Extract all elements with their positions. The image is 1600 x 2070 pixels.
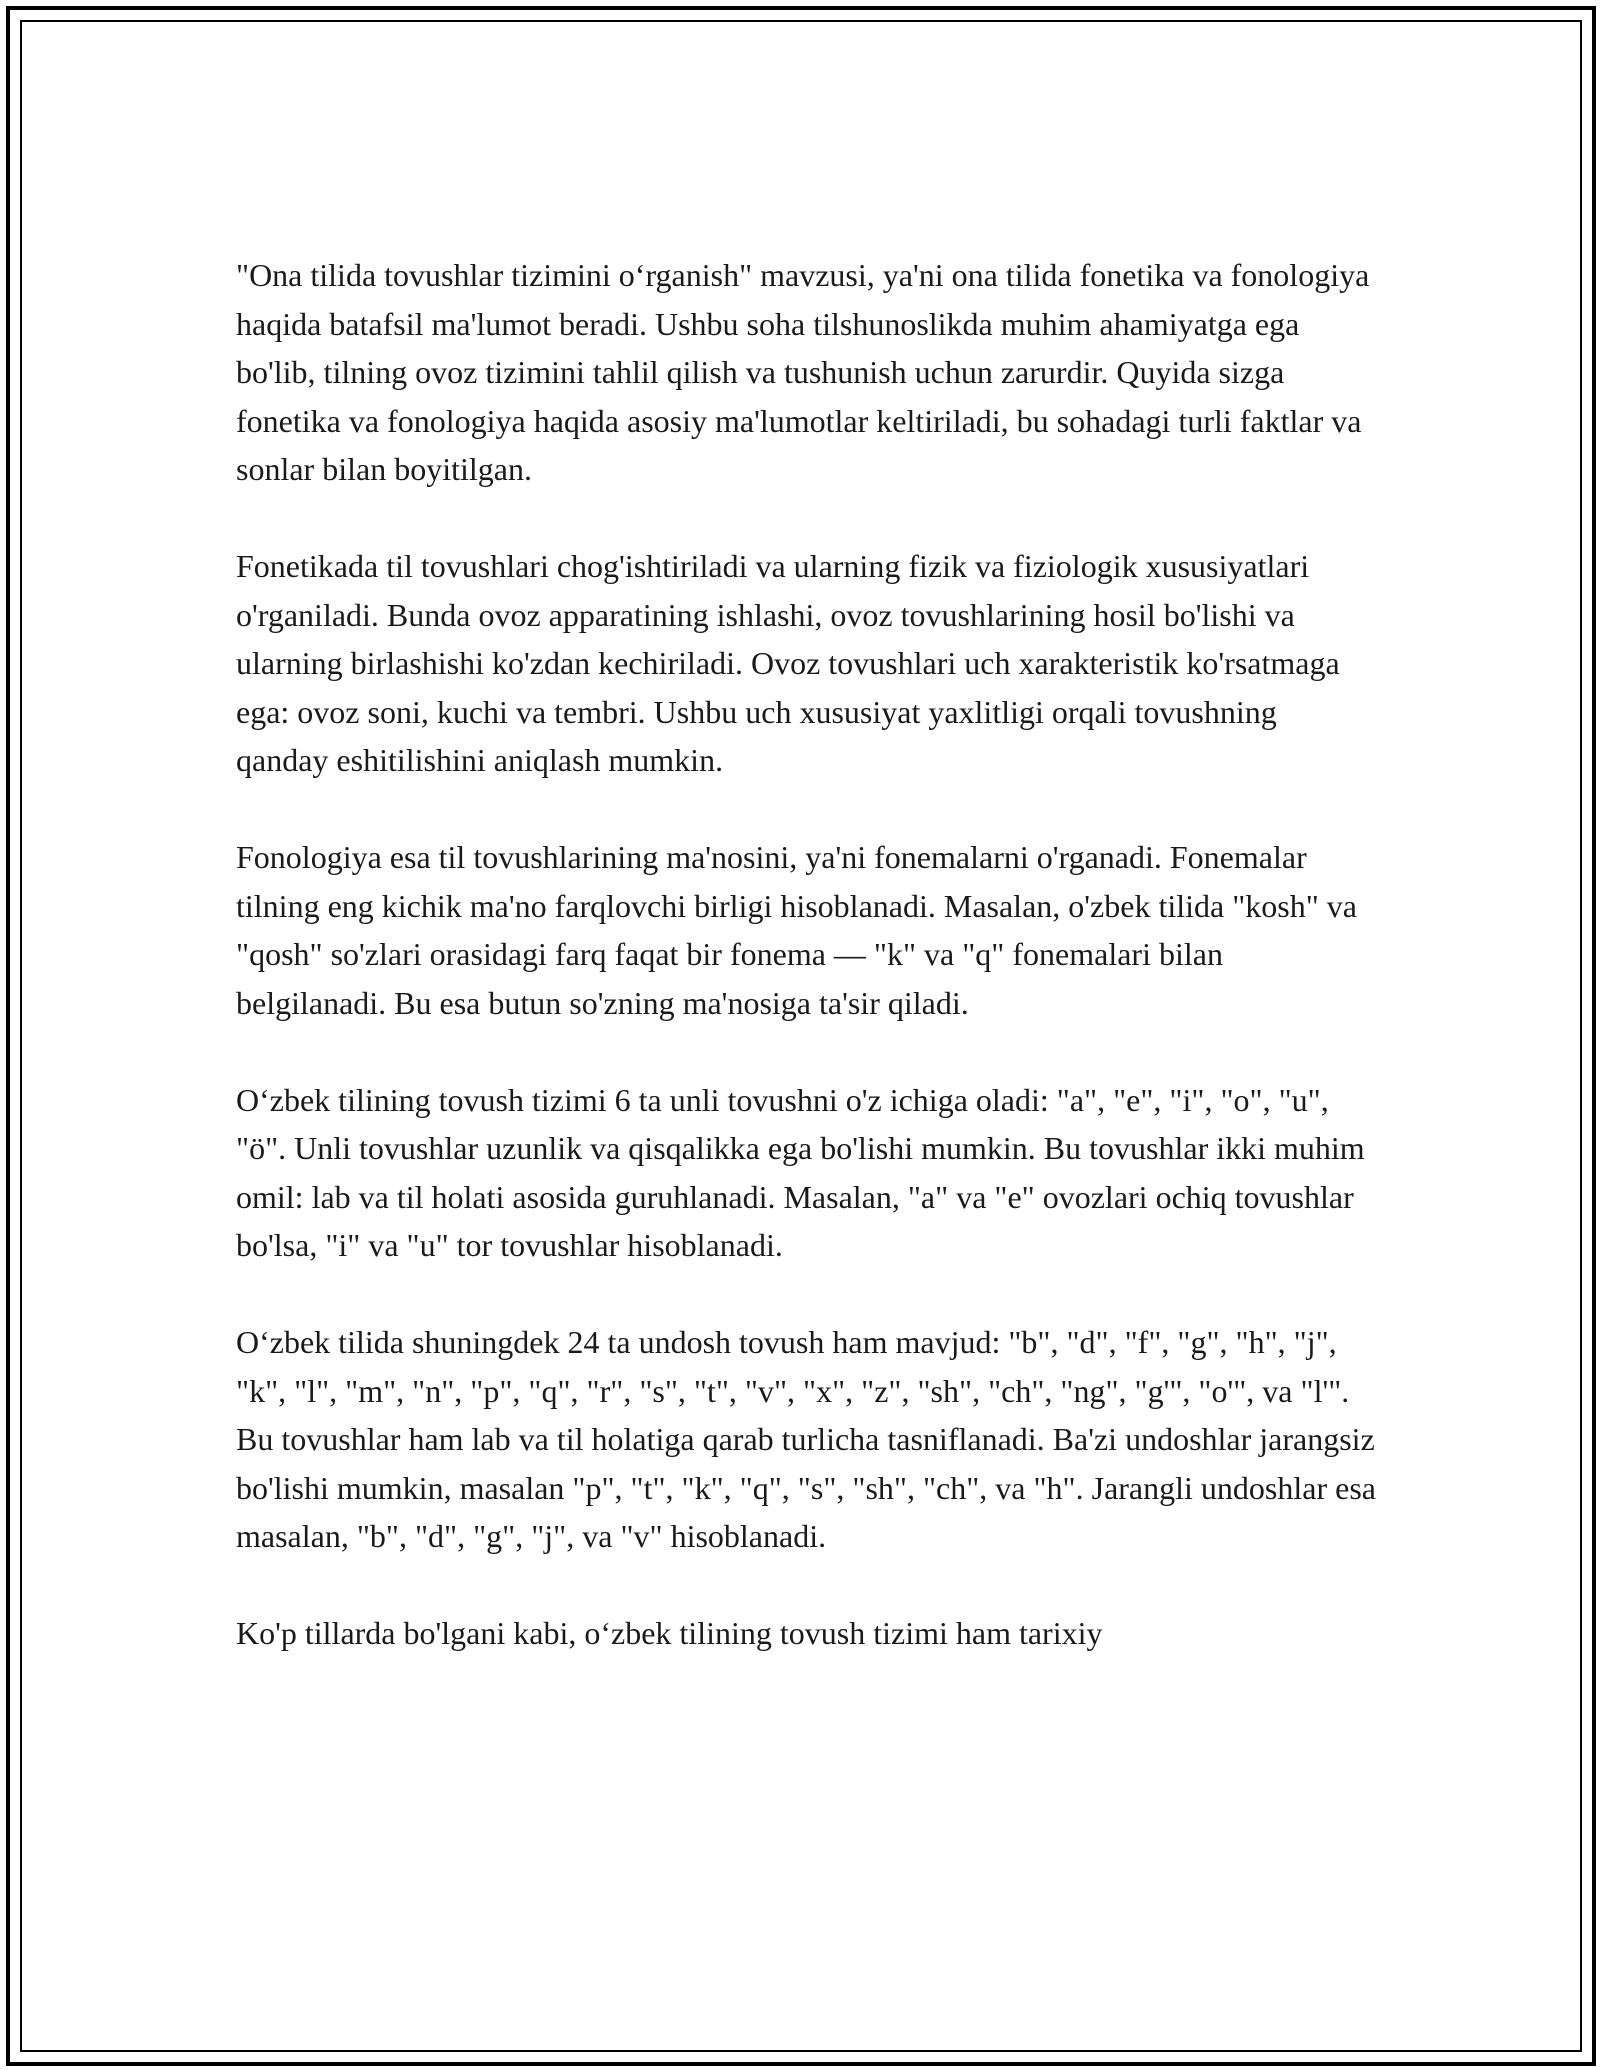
paragraph-phonology: Fonologiya esa til tovushlarining ma'nosini, ya'ni fonemalarni o'rganadi. Fonemalar tilning eng kichik ma'no farqlovchi birligi hisoblanadi. Masalan, o'zbek tilida "kosh" va "qosh" so'zlari orasidagi farq faqat bir fonema — "k" va "q" fonemalari bilan belgilanadi. Bu esa butun so'zning ma'nosiga ta'sir qiladi.	[236, 839, 1357, 1021]
paragraph-vowels: O‘zbek tilining tovush tizimi 6 ta unli tovushni o'z ichiga oladi: "a", "e", "i", "o", "u", "ö". Unli tovushlar uzunlik va qisqalikka ega bo'lishi mumkin. Bu tovushlar ikki muhim omil: lab va til holati asosida guruhlanadi. Masalan, "a" va "e" ovozlari ochiq tovushlar bo'lsa, "i" va "u" tor tovushlar hisoblanadi.	[236, 1081, 1365, 1263]
paragraph-phonetics: Fonetikada til tovushlari chog'ishtiriladi va ularning fizik va fiziologik xususiyatlari o'rganiladi. Bunda ovoz apparatining ishlashi, ovoz tovushlarining hosil bo'lishi va ularning birlashishi ko'zdan kechiriladi. Ovoz tovushlari uch xarakteristik ko'rsatmaga ega: ovoz soni, kuchi va tembri. Ushbu uch xususiyat yaxlitligi orqali tovushning qanday eshitilishini aniqlash mumkin.	[236, 548, 1340, 778]
paragraph-history: Ko'p tillarda bo'lgani kabi, o‘zbek tilining tovush tizimi ham tarixiy	[236, 1615, 1103, 1651]
paragraph-intro: "Ona tilida tovushlar tizimini o‘rganish" mavzusi, ya'ni ona tilida fonetika va fonologiya haqida batafsil ma'lumot beradi. Ushbu soha tilshunoslikda muhim ahamiyatga ega bo'lib, tilning ovoz tizimini tahlil qilish va tushunish uchun zarurdir. Quyida sizga fonetika va fonologiya haqida asosiy ma'lumotlar keltiriladi, bu sohadagi turli faktlar va sonlar bilan boyitilgan.	[236, 257, 1370, 487]
document-body	[236, 251, 1376, 1706]
paragraph-consonants: O‘zbek tilida shuningdek 24 ta undosh tovush ham mavjud: "b", "d", "f", "g", "h", "j", "k", "l", "m", "n", "p", "q", "r", "s", "t", "v", "x", "z", "sh", "ch", "ng", "g'", "o'", va "l'". Bu tovushlar ham lab va til holatiga qarab turlicha tasniflanadi. Ba'zi undoshlar jarangsiz bo'lishi mumkin, masalan "p", "t", "k", "q", "s", "sh", "ch", va "h". Jarangli undoshlar esa masalan, "b", "d", "g", "j", va "v" hisoblanadi.	[236, 1324, 1376, 1554]
